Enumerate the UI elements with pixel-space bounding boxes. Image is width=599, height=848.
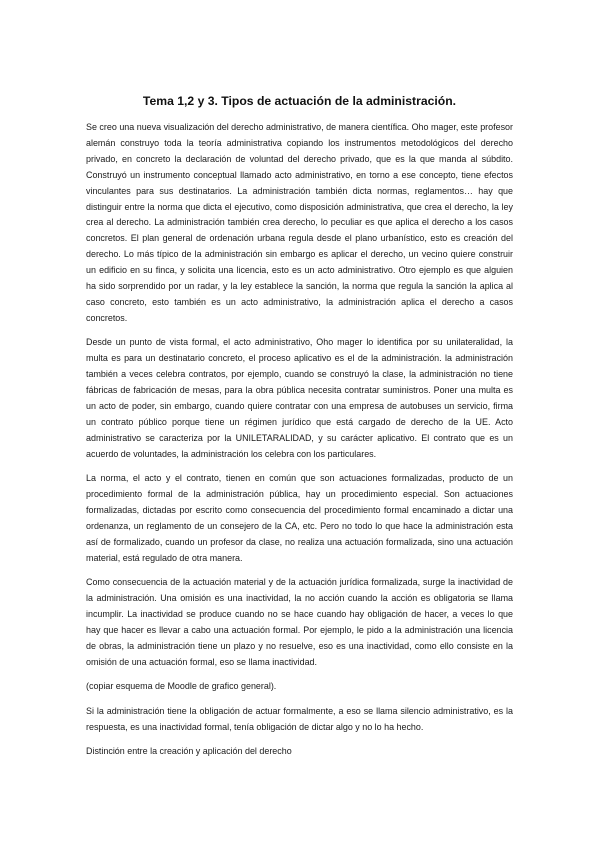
document-body	[86, 120, 513, 760]
section-heading: Distinción entre la creación y aplicación del derecho	[86, 746, 292, 757]
paragraph: Se creo una nueva visualización del derecho administrativo, de manera científica. Oho mager, este profesor alemán construyo toda la teoría administrativa copiando los instrumentos metodológicos del derecho privado, en concreto la declaración de voluntad del derecho privado, que es la que manda al súbdito. Construyó un instrumento conceptual llamado acto administrativo, en torno a ese concepto, tiene efectos vinculantes para sus destinatarios. La administración también dicta normas, reglamentos… hay que distinguir entre la norma que dicta el ejecutivo, como disposición administrativa, que crea el derecho, la ley crea al derecho. La administración también crea derecho, lo peculiar es que aplica el derecho a los casos concretos. El plan general de ordenación urbana regula desde el plano urbanístico, esto es creación del derecho. Lo más típico de la administración sin embargo es aplicar el derecho, un vecino quiere construir un edificio en su finca, y solicita una licencia, esto es un acto administrativo. Otro ejemplo es que alguien ha sido sorprendido por un radar, y la ley establece la sanción, la norma que regula la sanción la aplica al caso concreto, esto también es un acto administrativo, la administración aplica el derecho a casos concretos.	[86, 122, 513, 323]
paragraph: (copiar esquema de Moodle de grafico general).	[86, 681, 277, 692]
page-title: Tema 1,2 y 3. Tipos de actuación de la administración.	[142, 94, 457, 108]
paragraph: Como consecuencia de la actuación material y de la actuación jurídica formalizada, surge la inactividad de la administración. Una omisión es una inactividad, la no acción cuando la acción es obligatoria se llama incumplir. La inactividad se produce cuando no se hace cuando hay obligación de hacer, a veces lo que hay que hacer es llevar a cabo una actuación formal. Por ejemplo, le pido a la administración una licencia de obras, la administración tiene un plazo y no resuelve, eso es una inactividad, como ello consiste en la omisión de una actuación formal, eso se llama inactividad.	[86, 577, 513, 667]
paragraph: Desde un punto de vista formal, el acto administrativo, Oho mager lo identifica por su unilateralidad, la multa es para un destinatario concreto, el proceso aplicativo es el de la administración. la administración también a veces celebra contratos, por ejemplo, cuando se construyó la clase, la administración no tiene fábricas de fabricación de mesas, para la obra pública necesita contratar suministros. Poner una multa es un acto de poder, sin embargo, cuando quiere contratar con una empresa de autobuses un servicio, firma un contrato público porque tiene un régimen jurídico que está cargado de derecho de la UE. Acto administrativo se caracteriza por la UNILETARALIDAD, y su carácter aplicativo. El contrato que es un acuerdo de voluntades, la administración los celebra con los particulares.	[86, 337, 513, 459]
paragraph: La norma, el acto y el contrato, tienen en común que son actuaciones formalizadas, producto de un procedimiento formal de la administración pública, hay un procedimiento especial. Son actuaciones formalizadas, dictadas por escrito como consecuencia del procedimiento formal encaminado a dictar una ordenanza, un reglamento de un consejero de la CA, etc. Pero no todo lo que hace la administración esta así de formalizado, cuando un profesor da clase, no realiza una actuación formalizada, sino una actuación material, está regulado de otra manera.	[86, 473, 513, 563]
paragraph: Si la administración tiene la obligación de actuar formalmente, a eso se llama silencio administrativo, es la respuesta, es una inactividad formal, tenía obligación de dictar algo y no lo ha hecho.	[86, 705, 513, 732]
